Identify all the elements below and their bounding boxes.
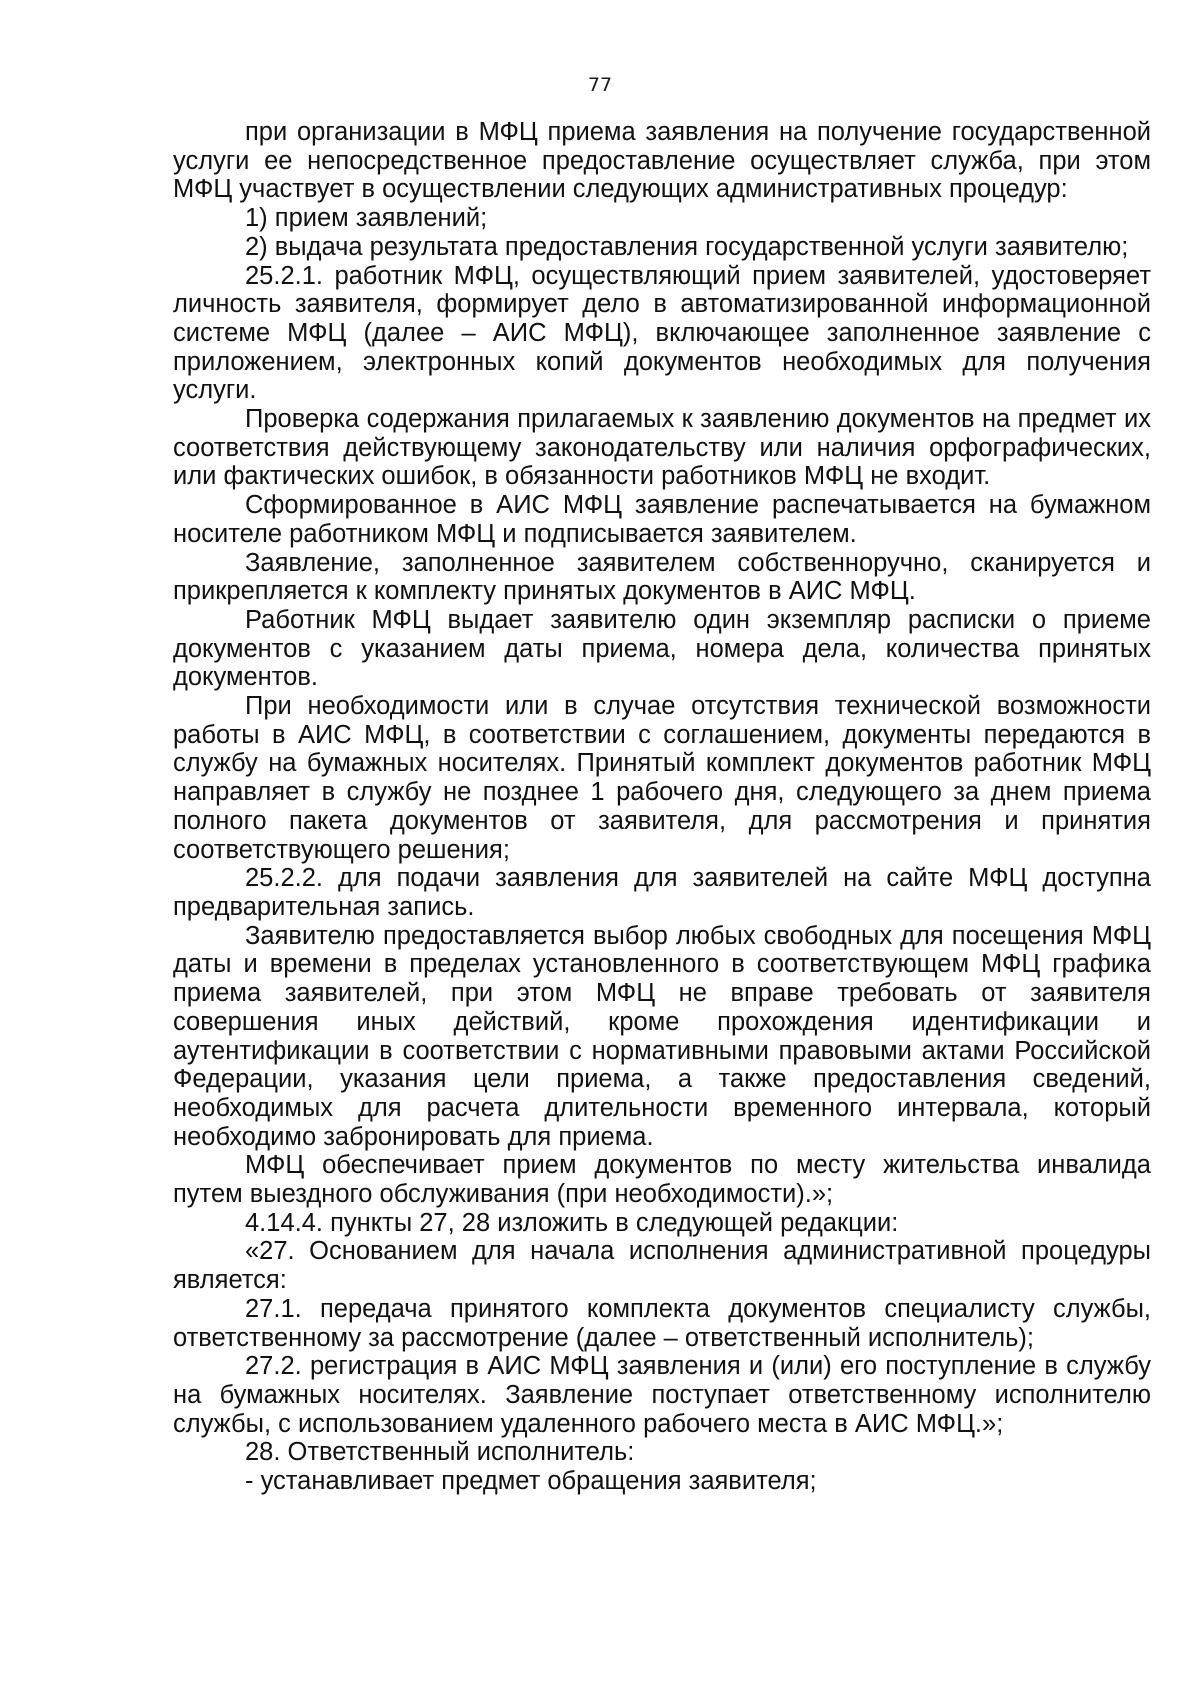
paragraph: МФЦ обеспечивает прием документов по месту жительства инвалида путем выездного обслуживания (при необходимости).»; bbox=[173, 1151, 1151, 1209]
paragraph: при организации в МФЦ приема заявления на получение государственной услуги ее непосредственное предоставление осуществляет служба, при этом МФЦ участвует в осуществлении следующих административных процедур: bbox=[173, 118, 1151, 204]
paragraph: 2) выдача результата предоставления государственной услуги заявителю; bbox=[245, 232, 1129, 261]
paragraph: Сформированное в АИС МФЦ заявление распечатывается на бумажном носителе работником МФЦ и подписывается заявителем. bbox=[173, 491, 1151, 548]
paragraph: 28. Ответственный исполнитель: bbox=[245, 1438, 635, 1467]
paragraph: 27.1. передача принятого комплекта документов специалисту службы, ответственному за рассмотрение (далее – ответственный исполнитель); bbox=[173, 1294, 1151, 1352]
paragraph: Заявителю предоставляется выбор любых свободных для посещения МФЦ даты и времени в пределах установленного в соответствующем МФЦ графика приема заявителей, при этом МФЦ не вправе требовать от заявителя совершения иных действий, кроме прохождения идентификации и аутентификации в соответствии с нормативными правовыми актами Российской Федерации, указания цели приема, а также предоставления сведений, необходимых для расчета длительности временного интервала, который необходимо забронировать для приема. bbox=[173, 921, 1151, 1151]
paragraph: 4.14.4. пункты 27, 28 изложить в следующей редакции: bbox=[245, 1208, 899, 1237]
paragraph: 27.2. регистрация в АИС МФЦ заявления и (или) его поступление в службу на бумажных носителях. Заявление поступает ответственному исполнителю службы, с использованием удаленного рабочего места в АИС МФЦ.»; bbox=[173, 1352, 1151, 1438]
paragraph: «27. Основанием для начала исполнения административной процедуры является: bbox=[173, 1237, 1151, 1295]
paragraph: Заявление, заполненное заявителем собственноручно, сканируется и прикрепляется к комплекту принятых документов в АИС МФЦ. bbox=[173, 548, 1151, 606]
paragraph: 1) прием заявлений; bbox=[245, 204, 488, 233]
paragraph: При необходимости или в случае отсутствия технической возможности работы в АИС МФЦ, в соответствии с соглашением, документы передаются в службу на бумажных носителях. Принятый комплект документов работник МФЦ направляет в службу не позднее 1 рабочего дня, следующего за днем приема полного пакета документов от заявителя, для рассмотрения и принятия соответствующего решения; bbox=[173, 692, 1151, 864]
page-number: 77 bbox=[587, 74, 613, 96]
document-body bbox=[173, 118, 1151, 1496]
paragraph: 25.2.1. работник МФЦ, осуществляющий прием заявителей, удостоверяет личность заявителя, формирует дело в автоматизированной информационной системе МФЦ (далее – АИС МФЦ), включающее заполненное заявление с приложением, электронных копий документов необходимых для получения услуги. bbox=[173, 261, 1151, 405]
paragraph: Проверка содержания прилагаемых к заявлению документов на предмет их соответствия действующему законодательству или наличия орфографических, или фактических ошибок, в обязанности работников МФЦ не входит. bbox=[173, 405, 1151, 491]
paragraph: - устанавливает предмет обращения заявителя; bbox=[245, 1467, 817, 1496]
paragraph: Работник МФЦ выдает заявителю один экземпляр расписки о приеме документов с указанием даты приема, номера дела, количества принятых документов. bbox=[173, 605, 1151, 692]
paragraph: 25.2.2. для подачи заявления для заявителей на сайте МФЦ доступна предварительная запись. bbox=[173, 864, 1151, 921]
